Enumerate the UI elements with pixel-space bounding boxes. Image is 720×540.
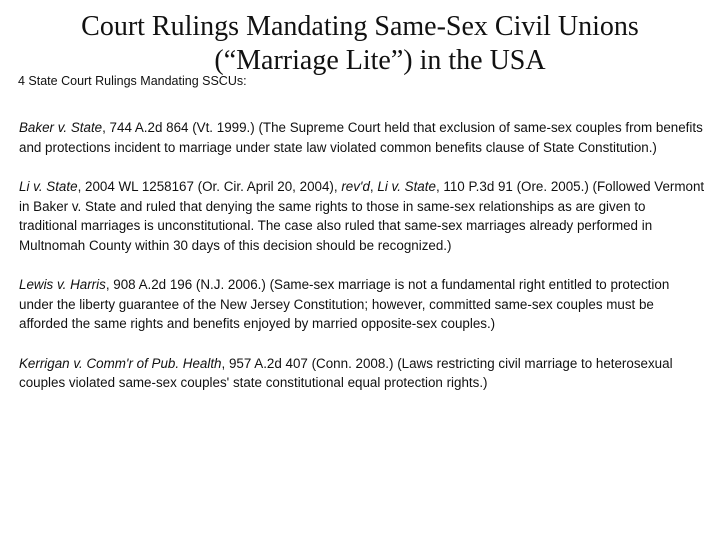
case-item-baker (19, 118, 705, 157)
case-item-li (19, 177, 705, 255)
case-name: Li v. State (19, 179, 78, 194)
slide-title-line-1: Court Rulings Mandating Same-Sex Civil Unions (81, 11, 639, 42)
slide-title-line-2: (“Marriage Lite”) in the USA (214, 45, 546, 76)
slide-title (0, 10, 720, 78)
case-citation: , 2004 WL 1258167 (Or. Cir. April 20, 2004), (77, 179, 342, 194)
case-list (19, 118, 705, 413)
case-citation: , 744 A.2d 864 (Vt. 1999.) (The Supreme Court held that exclusion of same-sex couples from benefits and protections incident to marriage under state law violated common benefits clause of State Constitution.) (19, 120, 703, 155)
case-citation: , 908 A.2d 196 (N.J. 2006.) (Same-sex marriage is not a fundamental right entitled to protection under the liberty guarantee of the New Jersey Constitution; however, committed same-sex couples must be afforded the same rights and benefits enjoyed by married opposite-sex couples.) (19, 277, 670, 331)
case-item-lewis (19, 275, 705, 334)
case-citation-appeal: , 110 P.3d 91 (Ore. 2005.) (Followed Vermont in Baker v. State and ruled that denying the same rights to those in same-sex relationships as are given to traditional marriages is unconstitutional. The case also ruled that same-sex marriages already performed in Multnomah County within 30 days of this decision should be recognized.) (19, 179, 705, 253)
case-citation: , 957 A.2d 407 (Conn. 2008.) (Laws restricting civil marriage to heterosexual couples violated same-sex couples' state constitutional equal protection rights.) (19, 355, 673, 390)
slide-subtitle: 4 State Court Rulings Mandating SSCUs: (18, 74, 247, 88)
case-name-appeal: Li v. State (377, 179, 436, 194)
case-name: Lewis v. Harris (19, 277, 106, 292)
case-name: Baker v. State (19, 120, 103, 135)
case-item-kerrigan (19, 354, 705, 393)
case-citation-separator: , (369, 179, 378, 194)
case-reversal-marker: rev'd (341, 179, 370, 194)
case-name: Kerrigan v. Comm'r of Pub. Health (19, 355, 222, 371)
